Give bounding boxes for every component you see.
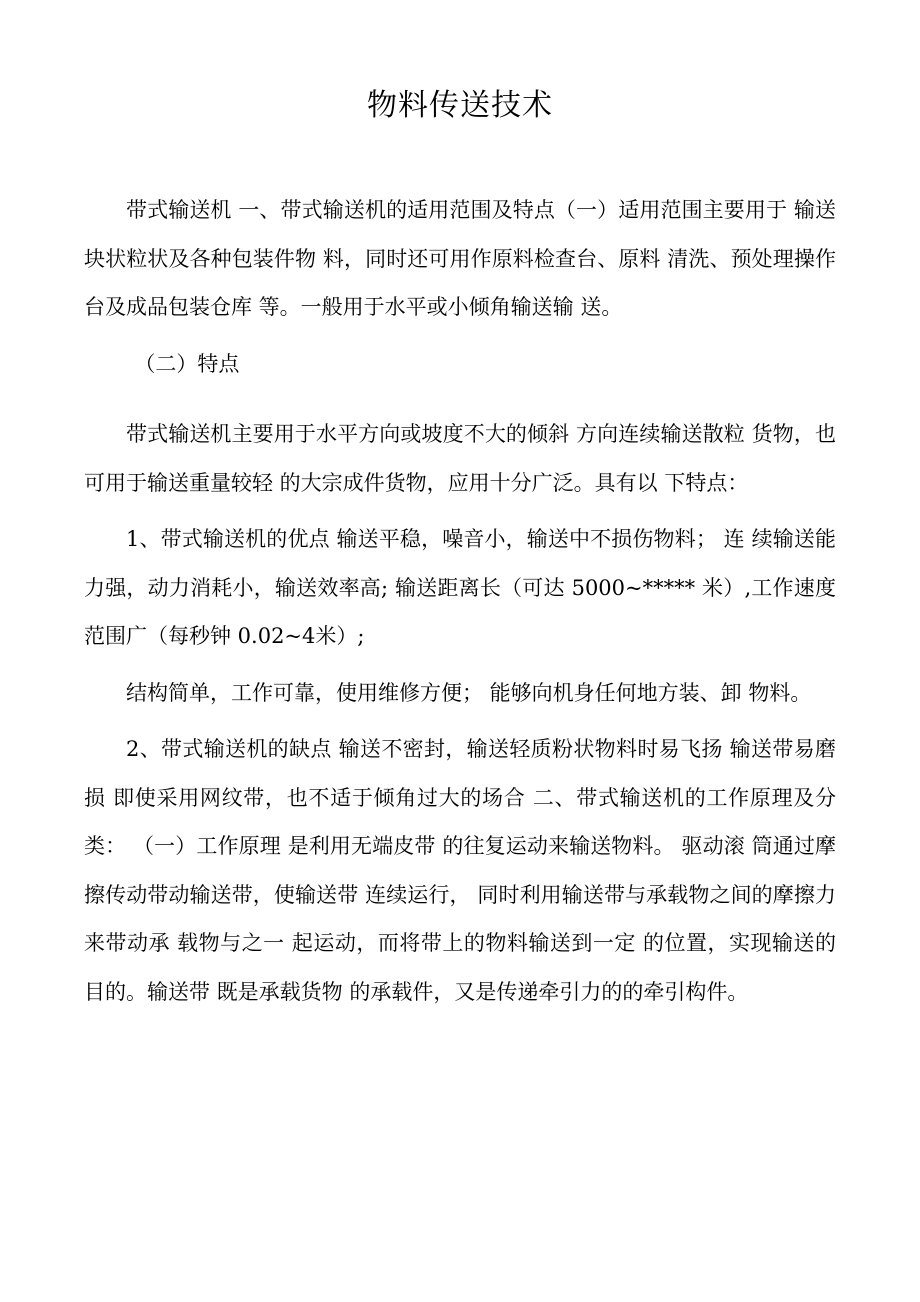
section-heading-features: （二）特点 xyxy=(134,351,240,376)
paragraph-advantages: 1、带式输送机的优点 输送平稳，噪音小，输送中不损伤物料； 连 续输送能力强，动力消耗小，输送效率高; 输送距离长（可达 5000~***** 米）,工作速度范围广（每秒钟 0.02~4米）; xyxy=(84,527,836,648)
paragraph-disadvantages-principle: 2、带式输送机的缺点 输送不密封，输送轻质粉状物料时易飞扬 输送带易磨损 即使采用网纹带，也不适于倾角过大的场合 二、带式输送机的工作原理及分类： （一）工作原理 是利用无端皮带 的往复运动来输送物料。 驱动滚 筒通过摩擦传动带动输送带，使输送带 连续运行， 同时利用输送带与承载物之间的摩擦力来带动承 载物与之一 起运动，而将带上的物料输送到一定 的位置，实现输送的目的。输送带 既是承载货物 的承载件，又是传递牵引力的的牵引构件。 xyxy=(84,737,836,1004)
paragraph-scope: 带式输送机 一、带式输送机的适用范围及特点（一）适用范围主要用于 输送块状粒状及各种包装件物 料，同时还可用作原料检查台、原料 清洗、预处理操作台及成品包装仓库 等。一般用于水平或小倾角输送输 送。 xyxy=(84,198,836,319)
paragraph-advantages-continued: 结构简单，工作可靠，使用维修方便； 能够向机身任何地方装、卸 物料。 xyxy=(126,680,812,705)
document-body xyxy=(84,186,836,1016)
paragraph-features: 带式输送机主要用于水平方向或坡度不大的倾斜 方向连续输送散粒 货物，也可用于输送重量较轻 的大宗成件货物，应用十分广泛。具有以 下特点： xyxy=(84,422,836,495)
document-title: 物料传送技术 xyxy=(367,88,553,123)
